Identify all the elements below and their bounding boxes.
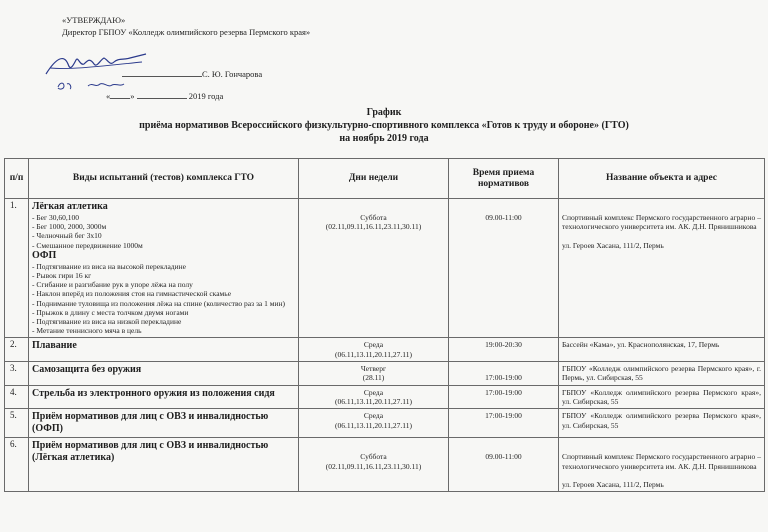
row-time: 17:00-19:00: [449, 409, 559, 438]
row-dates: (28.11): [362, 373, 385, 383]
handwritten-signature: [42, 48, 152, 80]
table-row: [5, 362, 765, 386]
row-day: Суббота: [360, 213, 387, 222]
row-dates: (02.11,09.11,16.11,23.11,30.11): [325, 461, 422, 471]
list-item: - Подтягивание из виса на низкой перекладине: [32, 317, 182, 327]
list-item: - Поднимание туловища из положения лёжа на спине (количество раз за 1 мин): [32, 298, 286, 308]
row-title: Плавание: [32, 340, 77, 352]
row-tests: [29, 362, 299, 386]
table-row: [5, 385, 765, 409]
row-venue: ГБПОУ «Колледж олимпийского резерва Пермского края», ул. Сибирская, 55: [559, 409, 765, 438]
list-item: - Рывок гири 16 кг: [32, 271, 92, 281]
row-days: [299, 409, 449, 438]
row-venue: ГБПОУ «Колледж олимпийского резерва Пермского края», ул. Сибирская, 55: [559, 385, 765, 409]
approval-position: Директор ГБПОУ «Колледж олимпийского резерва Пермского края»: [62, 27, 311, 37]
row-num: 5.: [5, 409, 29, 438]
header-venue: Название объекта и адрес: [559, 159, 765, 199]
row-venue: [559, 199, 765, 338]
row-days: [299, 362, 449, 386]
table-row: [5, 409, 765, 438]
row-num: 4.: [5, 385, 29, 409]
title-line-2: приёма нормативов Всероссийского физкультурно-спортивного комплекса «Готов к труду и обороне» (ГТО): [139, 120, 629, 131]
row-time: 09.00-11:00: [449, 199, 559, 338]
row-dates: (06.11,13.11,20.11,27.11): [334, 420, 412, 430]
header-days: Дни недели: [299, 159, 449, 199]
document-title: [0, 106, 768, 145]
list-item: - Подтягивание из виса на высокой перекладине: [32, 261, 186, 271]
list-item: - Прыжок в длину с места толчком двумя ногами: [32, 307, 189, 317]
row-venue: [559, 438, 765, 492]
list-item: - Бег 30,60,100: [32, 213, 79, 222]
title-line-1: График: [366, 107, 402, 118]
row-time: 17:00-19:00: [449, 362, 559, 386]
approval-signer: С. Ю. Гончарова: [122, 68, 262, 80]
row-venue: Бассейн «Кама», ул. Краснополянская, 17, Пермь: [559, 338, 765, 362]
row-title: Приём нормативов для лиц с ОВЗ и инвалидностью (ОФП): [32, 411, 269, 435]
row-tests: [29, 199, 299, 338]
row-subtitle: ОФП: [32, 249, 57, 261]
row-num: 2.: [5, 338, 29, 362]
table-row: [5, 438, 765, 492]
row-dates: (06.11,13.11,20.11,27.11): [334, 396, 412, 406]
row-tests: [29, 338, 299, 362]
venue-name: Спортивный комплекс Пермского государственного аграрно – технологического университета им. АК. Д.Н. Прянишникова: [562, 213, 761, 232]
schedule-table: [4, 158, 765, 492]
header-num: п/п: [5, 159, 29, 199]
row-title: Лёгкая атлетика: [32, 201, 108, 212]
venue-address: ул. Героев Хасана, 111/2, Пермь: [562, 479, 664, 489]
approval-heading: «УТВЕРЖДАЮ»: [62, 15, 126, 25]
list-item: - Наклон вперёд из положения стоя на гимнастической скамье: [32, 289, 232, 299]
venue-address: ул. Героев Хасана, 111/2, Пермь: [562, 240, 664, 250]
list-item: - Бег 1000, 2000, 3000м: [32, 222, 107, 232]
row-day: Среда: [363, 340, 384, 350]
row-days: [299, 199, 449, 338]
list-item: - Смешанное передвижение 1000м: [32, 240, 143, 250]
row-day: Четверг: [360, 364, 387, 374]
row-title: Самозащита без оружия: [32, 364, 142, 376]
row-tests: [29, 438, 299, 492]
row-tests: [29, 385, 299, 409]
row-days: [299, 438, 449, 492]
row-venue: ГБПОУ «Колледж олимпийского резерва Пермского края», г. Пермь, ул. Сибирская, 55: [559, 362, 765, 386]
row-num: 6.: [5, 438, 29, 492]
row-title: Приём нормативов для лиц с ОВЗ и инвалидностью (Лёгкая атлетика): [32, 440, 269, 464]
header-time: Время приема нормативов: [449, 159, 559, 199]
row-num: 3.: [5, 362, 29, 386]
row-num: 1.: [5, 199, 29, 338]
row-title: Стрельба из электронного оружия из положения сидя: [32, 387, 275, 399]
row-day: Среда: [363, 411, 384, 421]
list-item: - Челночный бег 3х10: [32, 231, 102, 241]
header-tests: Виды испытаний (тестов) комплекса ГТО: [29, 159, 299, 199]
row-days: [299, 385, 449, 409]
handwritten-date: [52, 78, 142, 92]
venue-name: Спортивный комплекс Пермского государственного аграрно – технологического университета им. АК. Д.Н. Прянишникова: [562, 452, 761, 471]
row-time: 19:00-20:30: [449, 338, 559, 362]
row-days: [299, 338, 449, 362]
approval-date: « » 2019 года: [106, 91, 224, 101]
row-dates: (06.11,13.11,20.11,27.11): [334, 349, 412, 359]
title-line-3: на ноябрь 2019 года: [339, 133, 429, 144]
row-day: Суббота: [360, 452, 387, 462]
row-time: 17:00-19:00: [449, 385, 559, 409]
table-header-row: [5, 159, 765, 199]
row-dates: (02.11,09.11,16.11,23.11,30.11): [325, 222, 422, 232]
row-day: Среда: [363, 387, 384, 397]
table-row: [5, 338, 765, 362]
row-tests: [29, 409, 299, 438]
list-item: - Сгибание и разгибание рук в упоре лёжа на полу: [32, 280, 193, 290]
list-item: - Метание теннисного мяча в цель: [32, 326, 142, 336]
table-row: [5, 199, 765, 338]
row-time: 09.00-11:00: [449, 438, 559, 492]
